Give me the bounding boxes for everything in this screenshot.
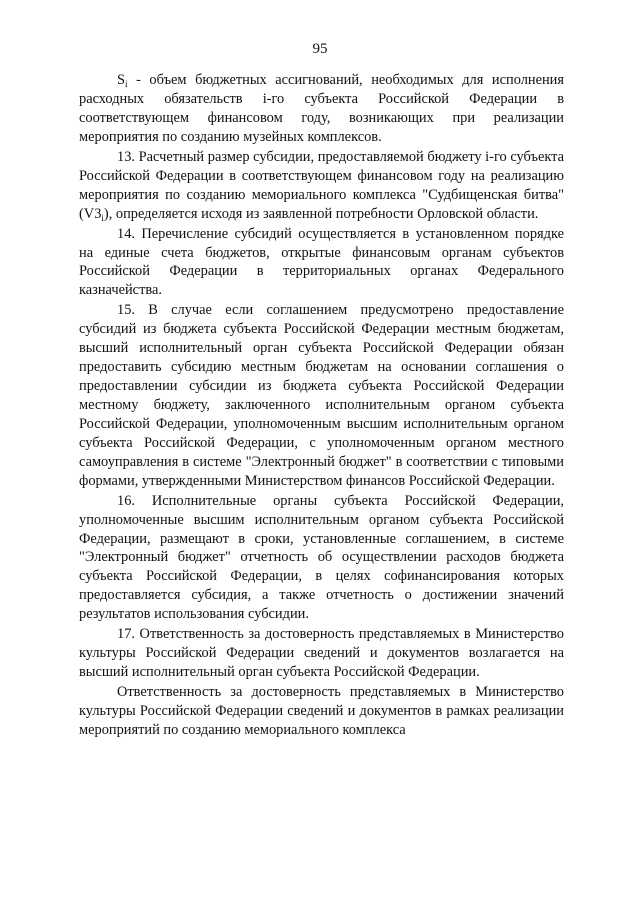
formula-symbol: V3 [83, 205, 102, 222]
formula-subscript: i [125, 79, 128, 89]
page-number: 95 [312, 41, 328, 57]
formula-v3i [84, 206, 104, 222]
formula-subscript: i [101, 212, 104, 223]
paragraph-14: 14. Перечисление субсидий осуществляется в установленном порядке на единые счета бюджетов, открытые финансовым органам субъектов Российской Федерации в территориальных органах Федерального казначейства. [79, 225, 564, 299]
paragraph-16: 16. Исполнительные органы субъекта Российской Федерации, уполномоченные высшим исполнительным органом субъекта Российской Федерации, размещают в сроки, установленные соглашением, в системе "Электронный бюджет" отчетность об осуществлении расходов бюджета субъекта Российской Федерации, в целях софинансирования которых предоставляется субсидия, а также отчетность о достижении значений результатов использования субсидии. [79, 492, 564, 623]
formula-symbol: S [117, 72, 126, 88]
paragraph-text-before: 13. Расчетный размер субсидии, предоставляемой бюджету i-го субъекта Российской Федерации в соответствующем финансовом году на реализацию мероприятия по созданию мемориального комплекса "Судбищенская битва" ( [79, 148, 564, 222]
document-body [79, 71, 564, 741]
paragraph-responsibility: Ответственность за достоверность представляемых в Министерство культуры Российской Федерации сведений и документов в рамках реализации мероприятий по созданию мемориального комплекса [79, 684, 564, 738]
paragraph-text-after: ), определяется исходя из заявленной потребности Орловской области. [103, 205, 539, 222]
paragraph-si-definition [79, 71, 564, 147]
paragraph-15: 15. В случае если соглашением предусмотрено предоставление субсидий из бюджета субъекта Российской Федерации местным бюджетам, высший исполнительный орган субъекта Российской Федерации обязан предоставить субсидию местным бюджетам на основании соглашения о предоставлении субсидии из бюджета субъекта Российской Федерации местному бюджету, заключенного исполнительным органом субъекта Российской Федерации, уполномоченным высшим исполнительным органом субъекта Российской Федерации, с уполномоченным органом местного самоуправления в системе "Электронный бюджет" в соответствии с типовыми формами, утвержденными Министерством финансов Российской Федерации. [79, 302, 564, 489]
formula-si [117, 72, 128, 88]
paragraph-17: 17. Ответственность за достоверность представляемых в Министерство культуры Российской Федерации сведений и документов возлагается на высший исполнительный орган субъекта Российской Федерации. [79, 626, 564, 681]
paragraph-13 [79, 148, 564, 224]
paragraph-text: - объем бюджетных ассигнований, необходимых для исполнения расходных обязательств i-го субъекта Российской Федерации в соответствующем финансовом году, возникающих при реализации мероприятия по созданию музейных комплексов. [79, 72, 564, 145]
